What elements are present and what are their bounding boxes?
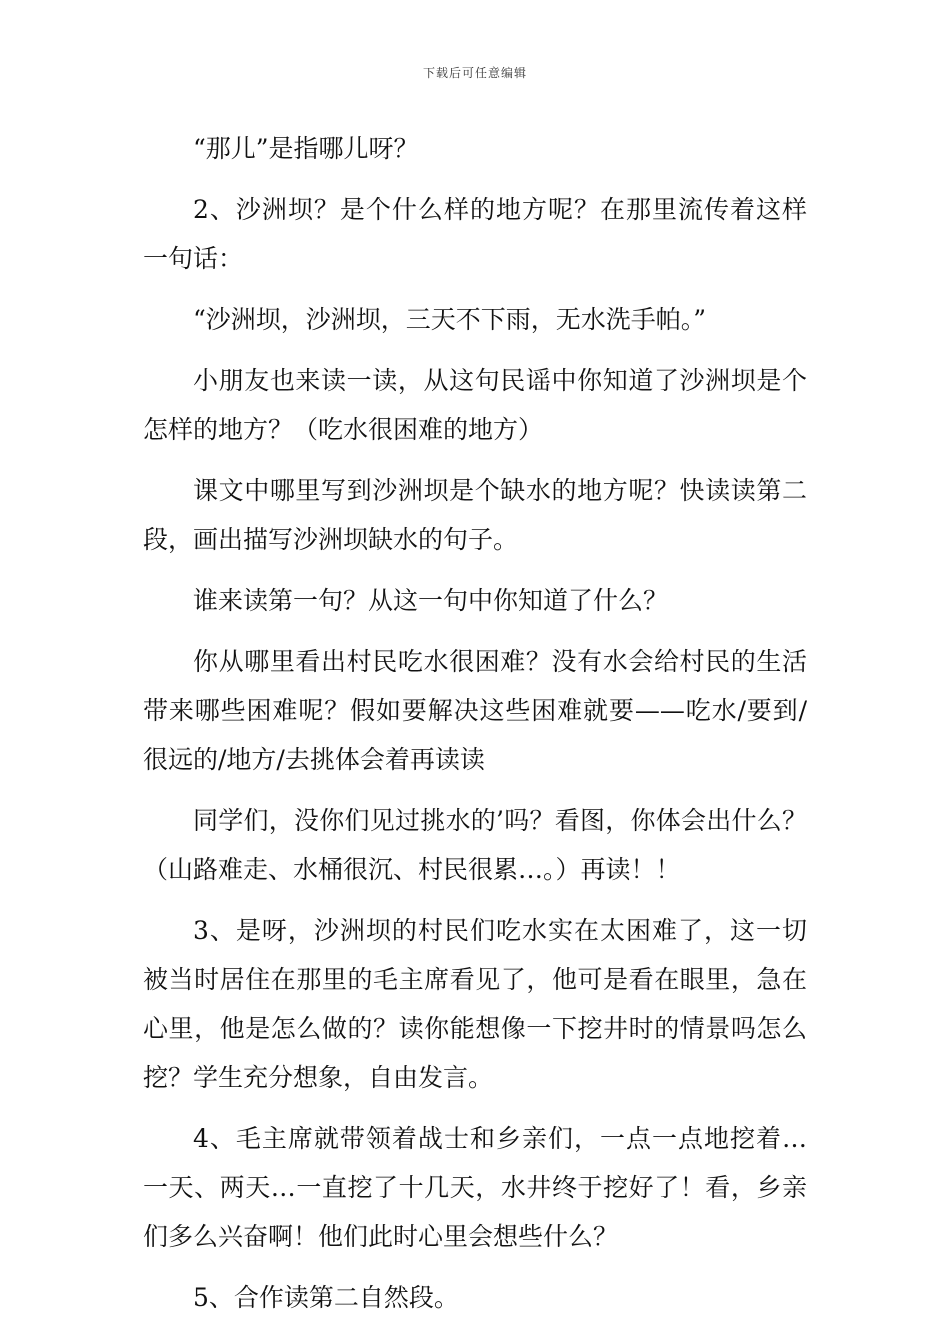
- page-header-note: 下载后可任意编辑: [422, 66, 527, 80]
- paragraph: “那儿”是指哪儿呀？: [193, 134, 419, 163]
- paragraph: 谁来读第一句？从这一句中你知道了什么？: [193, 586, 669, 615]
- paragraph: 3、是呀，沙洲坝的村民们吃水实在太困难了，这一切被当时居住在那里的毛主席看见了，他可是看在眼里，急在心里，他是怎么做的？读你能想像一下挖井时的情景吗怎么挖？学生充分想象，自由发言。: [143, 916, 807, 1092]
- paragraph: 2、沙洲坝？是个什么样的地方呢？在那里流传着这样一句话：: [143, 195, 807, 273]
- paragraph: 你从哪里看出村民吃水很困难？没有水会给村民的生活带来哪些困难呢？假如要解决这些困难就要——吃水/要到/很远的/地方/去挑体会着再读读: [143, 647, 807, 774]
- paragraph: 同学们，没你们见过挑水的’吗？看图，你体会出什么？（山路难走、水桶很沉、村民很累…。）再读！！: [143, 806, 807, 884]
- paragraph: 小朋友也来读一读，从这句民谣中你知道了沙洲坝是个怎样的地方？（吃水很困难的地方）: [143, 366, 807, 444]
- paragraph: 5、合作读第二自然段。: [193, 1283, 459, 1312]
- paragraph: 课文中哪里写到沙洲坝是个缺水的地方呢？快读读第二段，画出描写沙洲坝缺水的句子。: [143, 476, 807, 554]
- paragraph: 4、毛主席就带领着战士和乡亲们，一点一点地挖着…一天、两天…一直挖了十几天，水井终于挖好了！看，乡亲们多么兴奋啊！他们此时心里会想些什么？: [143, 1124, 807, 1251]
- document-body: [143, 124, 807, 1334]
- paragraph: “沙洲坝，沙洲坝，三天不下雨，无水洗手帕。”: [193, 305, 707, 334]
